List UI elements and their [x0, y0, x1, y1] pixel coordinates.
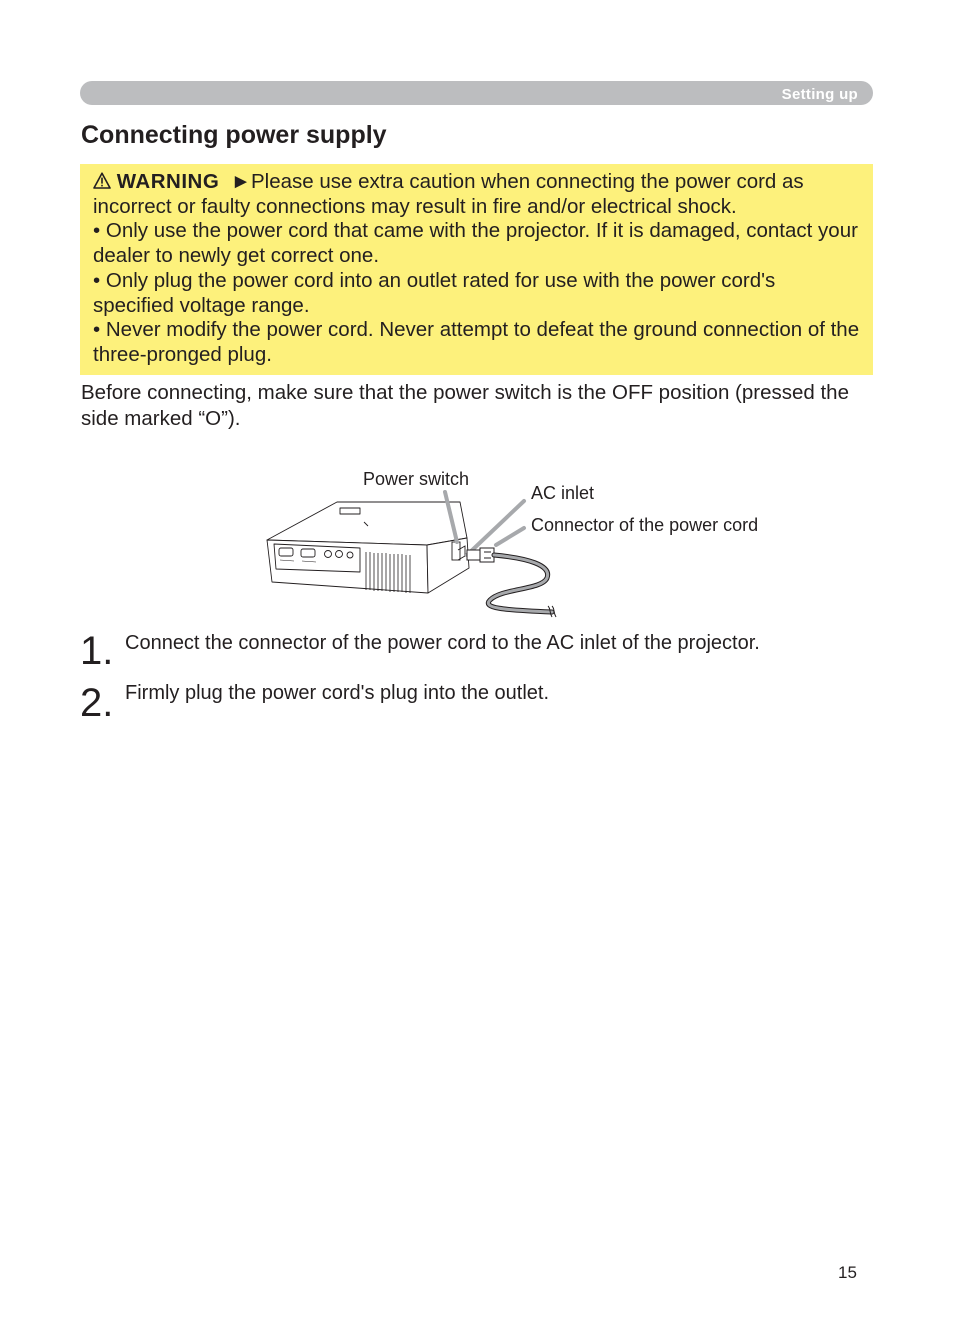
label-connector-power-cord: Connector of the power cord — [531, 515, 759, 535]
label-ac-inlet: AC inlet — [531, 483, 595, 503]
warning-pointer: ► — [230, 170, 251, 193]
warning-item: • Only plug the power cord into an outlet rated for use with the power cord's specified voltage range. — [93, 268, 776, 317]
warning-item: • Only use the power cord that came with the projector. If it is damaged, contact your dealer to newly get correct one. — [93, 219, 858, 268]
warning-label: WARNING — [116, 170, 220, 193]
step-number: 2. — [80, 681, 114, 725]
warning-lead: Please use extra caution when connecting the power cord as incorrect or faulty connections may result in fire and/or electrical shock. — [93, 170, 804, 218]
warning-box — [80, 164, 873, 375]
page-title: Connecting power supply — [81, 121, 387, 149]
step-text: Connect the connector of the power cord to the AC inlet of the projector. — [125, 632, 760, 654]
warning-triangle-icon — [93, 170, 117, 193]
projector-connection-diagram — [262, 460, 759, 630]
label-power-switch: Power switch — [363, 469, 470, 489]
step-number: 1. — [80, 629, 114, 673]
step-text: Firmly plug the power cord's plug into the outlet. — [125, 682, 550, 704]
section-header-bar — [80, 81, 873, 105]
section-label: Setting up — [781, 86, 858, 103]
warning-item: • Never modify the power cord. Never attempt to defeat the ground connection of the three-pronged plug. — [93, 318, 860, 366]
intro-text: Before connecting, make sure that the power switch is the OFF position (pressed the side marked “O”). — [81, 381, 849, 430]
page-number: 15 — [838, 1263, 857, 1282]
